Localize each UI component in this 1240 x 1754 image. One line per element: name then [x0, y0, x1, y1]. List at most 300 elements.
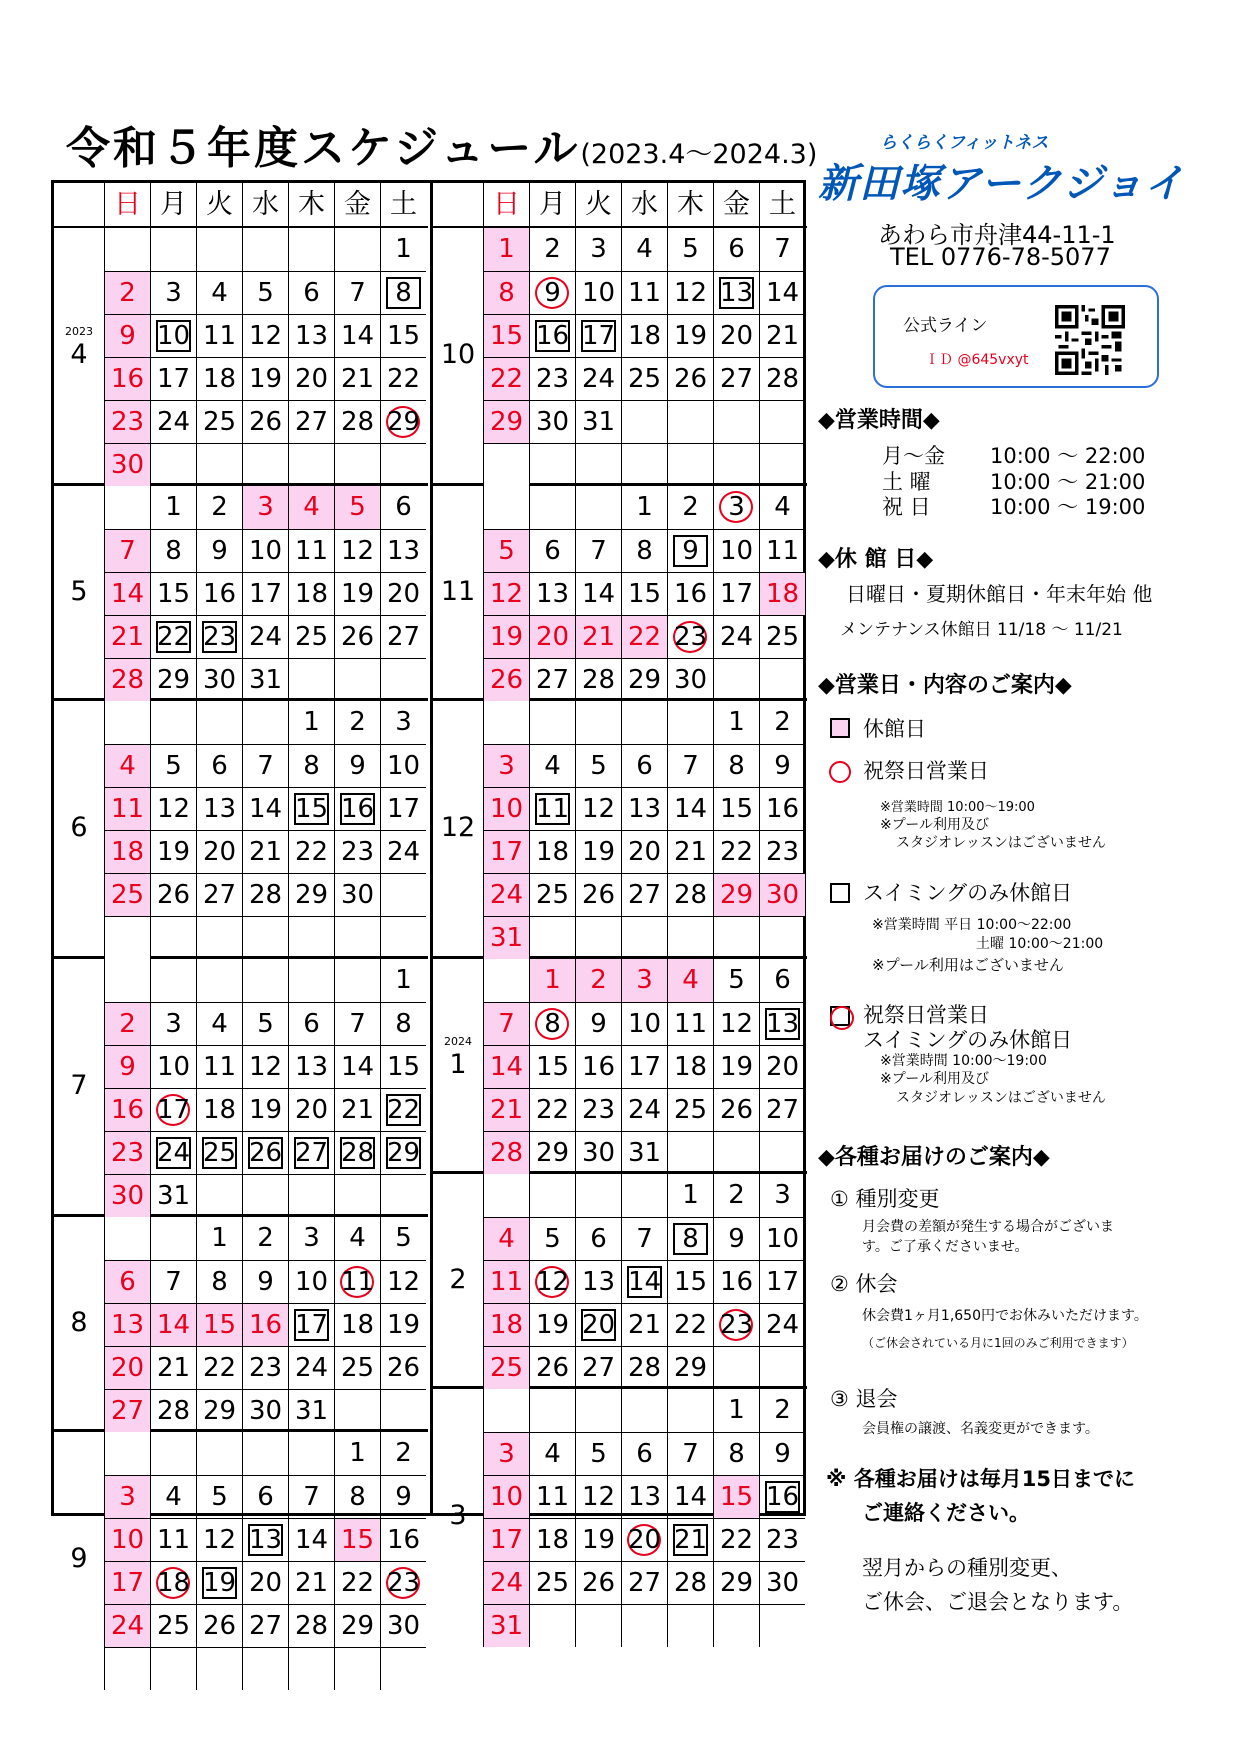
- day-number: 17: [719, 579, 754, 609]
- day-cell: [529, 228, 575, 271]
- weekday-label: 金: [334, 183, 380, 226]
- title-range: (2023.4～2024.3): [580, 139, 818, 170]
- empty-day-cell: [483, 1174, 529, 1217]
- day-cell: [380, 1260, 426, 1303]
- day-cell: [150, 529, 196, 572]
- day-cell: [196, 1561, 242, 1604]
- day-cell: [575, 271, 621, 314]
- day-number: 8: [636, 536, 653, 566]
- empty-day-cell: [288, 228, 334, 271]
- day-number: 5: [590, 1439, 607, 1469]
- day-cell: [288, 787, 334, 830]
- day-cell: [713, 1217, 759, 1260]
- day-number: 18: [535, 837, 570, 867]
- day-cell: [529, 400, 575, 443]
- day-cell: [104, 1260, 150, 1303]
- empty-day-cell: [759, 443, 805, 486]
- day-cell: [242, 400, 288, 443]
- empty-day-cell: [242, 959, 288, 1002]
- day-number: 12: [489, 579, 524, 609]
- day-number: 21: [489, 1095, 524, 1125]
- day-cell: [380, 529, 426, 572]
- day-number: 5: [590, 751, 607, 781]
- day-cell: [759, 1303, 805, 1346]
- day-cell: [575, 228, 621, 271]
- day-number: 23: [535, 364, 570, 394]
- day-number: 21: [673, 837, 708, 867]
- day-number: 25: [627, 364, 662, 394]
- day-cell: [196, 1303, 242, 1346]
- empty-day-cell: [713, 1131, 759, 1174]
- day-number: 11: [535, 794, 570, 824]
- day-number: 15: [673, 1267, 708, 1297]
- day-number: 21: [156, 1353, 191, 1383]
- day-number: 19: [248, 364, 283, 394]
- day-cell: [196, 572, 242, 615]
- day-number: 27: [248, 1611, 283, 1641]
- empty-day-cell: [621, 400, 667, 443]
- day-cell: [288, 1131, 334, 1174]
- empty-day-cell: [288, 959, 334, 1002]
- day-number: 18: [110, 837, 145, 867]
- day-number: 12: [386, 1267, 421, 1297]
- day-number: 19: [386, 1310, 421, 1340]
- day-number: 29: [294, 880, 329, 910]
- day-cell: [713, 1260, 759, 1303]
- qr-code-icon[interactable]: [1055, 305, 1125, 375]
- day-cell: [483, 228, 529, 271]
- day-number: 21: [294, 1568, 329, 1598]
- day-number: 16: [248, 1310, 283, 1340]
- day-number: 16: [110, 364, 145, 394]
- day-number: 21: [673, 1525, 708, 1555]
- day-cell: [288, 400, 334, 443]
- day-cell: [713, 615, 759, 658]
- day-cell: [242, 658, 288, 701]
- day-cell: [334, 1518, 380, 1561]
- day-number: 8: [395, 1009, 412, 1039]
- line-official-box[interactable]: [873, 285, 1159, 388]
- day-cell: [196, 1002, 242, 1045]
- day-number: 27: [110, 1396, 145, 1426]
- day-number: 12: [248, 321, 283, 351]
- day-cell: [575, 1518, 621, 1561]
- day-cell: [621, 658, 667, 701]
- day-cell: [667, 486, 713, 529]
- day-number: 11: [202, 1052, 237, 1082]
- day-number: 13: [202, 794, 237, 824]
- day-cell: [242, 1045, 288, 1088]
- day-number: 31: [627, 1138, 662, 1168]
- day-cell: [150, 1045, 196, 1088]
- day-number: 28: [581, 665, 616, 695]
- day-number: 15: [202, 1310, 237, 1340]
- calendar-right-half: [433, 183, 807, 1647]
- day-number: 14: [340, 321, 375, 351]
- day-number: 6: [774, 965, 791, 995]
- day-number: 16: [386, 1525, 421, 1555]
- day-number: 8: [303, 751, 320, 781]
- day-number: 16: [673, 579, 708, 609]
- hours-row: 月～金 10:00 ～ 22:00: [882, 444, 1146, 468]
- day-number: 18: [294, 579, 329, 609]
- day-number: 1: [303, 707, 320, 737]
- after-notice: ご休会、ご退会となります。: [862, 1590, 1134, 1614]
- month-label: 7: [70, 1070, 88, 1101]
- day-cell: [713, 744, 759, 787]
- day-number: 9: [544, 278, 561, 308]
- day-cell: [196, 1346, 242, 1389]
- month-label: 3: [449, 1500, 467, 1531]
- empty-day-cell: [621, 701, 667, 744]
- box-marker-icon: [830, 883, 850, 903]
- hours-heading: ◆営業時間◆: [818, 408, 940, 433]
- day-cell: [380, 1088, 426, 1131]
- day-number: 17: [248, 579, 283, 609]
- day-cell: [483, 1131, 529, 1174]
- legend-both: スイミングのみ休館日: [863, 1028, 1073, 1052]
- day-cell: [104, 1518, 150, 1561]
- day-cell: [104, 572, 150, 615]
- day-cell: [242, 744, 288, 787]
- day-cell: [483, 1346, 529, 1389]
- day-number: 7: [498, 1009, 515, 1039]
- day-number: 4: [119, 751, 136, 781]
- day-number: 5: [395, 1223, 412, 1253]
- month-label: 6: [70, 812, 88, 843]
- closed-days: 日曜日・夏期休館日・年末年始 他: [846, 582, 1153, 606]
- day-cell: [104, 357, 150, 400]
- legend-box: スイミングのみ休館日: [863, 881, 1073, 905]
- day-number: 20: [627, 1525, 662, 1555]
- day-number: 31: [489, 1611, 524, 1641]
- day-cell: [380, 701, 426, 744]
- day-number: 26: [535, 1353, 570, 1383]
- day-number: 7: [119, 536, 136, 566]
- day-cell: [483, 615, 529, 658]
- month-block: [54, 959, 428, 1217]
- day-number: 24: [156, 407, 191, 437]
- day-number: 12: [581, 1482, 616, 1512]
- day-cell: [196, 1604, 242, 1647]
- empty-day-cell: [150, 1217, 196, 1260]
- day-cell: [242, 1604, 288, 1647]
- day-number: 19: [719, 1052, 754, 1082]
- day-cell: [759, 357, 805, 400]
- day-number: 23: [110, 407, 145, 437]
- day-cell: [196, 529, 242, 572]
- weekday-label: 月: [529, 183, 575, 226]
- empty-day-cell: [196, 701, 242, 744]
- empty-day-cell: [104, 1217, 150, 1260]
- day-number: 29: [386, 407, 421, 437]
- day-number: 30: [248, 1396, 283, 1426]
- empty-day-cell: [104, 228, 150, 271]
- day-cell: [667, 314, 713, 357]
- day-number: 25: [202, 407, 237, 437]
- day-cell: [104, 1131, 150, 1174]
- day-cell: [104, 271, 150, 314]
- empty-day-cell: [334, 959, 380, 1002]
- day-cell: [667, 529, 713, 572]
- day-number: 31: [489, 923, 524, 953]
- month-label: 9: [70, 1543, 88, 1574]
- day-cell: [667, 658, 713, 701]
- day-number: 3: [165, 1009, 182, 1039]
- day-cell: [334, 744, 380, 787]
- day-number: 23: [340, 837, 375, 867]
- day-cell: [104, 1045, 150, 1088]
- empty-day-cell: [242, 1174, 288, 1217]
- day-cell: [483, 1475, 529, 1518]
- weekday-label: 土: [380, 183, 426, 226]
- month-block: [54, 701, 428, 959]
- day-number: 25: [673, 1095, 708, 1125]
- day-number: 31: [248, 665, 283, 695]
- day-number: 25: [489, 1353, 524, 1383]
- day-cell: [288, 572, 334, 615]
- empty-day-cell: [242, 1432, 288, 1475]
- legend-both-note: スタジオレッスンはございません: [896, 1090, 1106, 1106]
- day-number: 7: [590, 536, 607, 566]
- day-cell: [196, 787, 242, 830]
- day-cell: [334, 314, 380, 357]
- day-number: 19: [673, 321, 708, 351]
- day-cell: [667, 830, 713, 873]
- day-cell: [380, 1561, 426, 1604]
- day-number: 30: [110, 450, 145, 480]
- day-number: 28: [156, 1396, 191, 1426]
- day-number: 10: [489, 1482, 524, 1512]
- line-label: 公式ライン: [903, 316, 988, 336]
- day-cell: [621, 1088, 667, 1131]
- day-cell: [242, 1303, 288, 1346]
- day-number: 14: [110, 579, 145, 609]
- day-cell: [196, 1131, 242, 1174]
- day-cell: [104, 1303, 150, 1346]
- day-cell: [621, 830, 667, 873]
- day-cell: [575, 1561, 621, 1604]
- day-cell: [196, 1475, 242, 1518]
- day-number: 19: [581, 837, 616, 867]
- day-cell: [529, 1561, 575, 1604]
- day-cell: [150, 615, 196, 658]
- day-cell: [759, 529, 805, 572]
- day-number: 2: [682, 492, 699, 522]
- day-cell: [104, 1561, 150, 1604]
- day-cell: [713, 357, 759, 400]
- day-number: 24: [489, 880, 524, 910]
- day-number: 23: [673, 622, 708, 652]
- day-number: 20: [535, 622, 570, 652]
- empty-day-cell: [529, 701, 575, 744]
- day-cell: [334, 529, 380, 572]
- day-cell: [380, 357, 426, 400]
- day-cell: [483, 744, 529, 787]
- day-cell: [288, 615, 334, 658]
- day-cell: [334, 1561, 380, 1604]
- day-cell: [759, 959, 805, 1002]
- day-cell: [713, 1088, 759, 1131]
- day-number: 16: [765, 794, 800, 824]
- month-block: [433, 486, 807, 701]
- day-number: 13: [248, 1525, 283, 1555]
- day-cell: [713, 314, 759, 357]
- day-number: 22: [535, 1095, 570, 1125]
- empty-day-cell: [104, 701, 150, 744]
- day-number: 3: [119, 1482, 136, 1512]
- day-number: 18: [202, 364, 237, 394]
- day-cell: [380, 830, 426, 873]
- day-cell: [713, 1045, 759, 1088]
- day-cell: [150, 1389, 196, 1432]
- day-number: 20: [294, 364, 329, 394]
- day-cell: [713, 1518, 759, 1561]
- day-number: 15: [719, 1482, 754, 1512]
- day-cell: [759, 572, 805, 615]
- empty-day-cell: [713, 916, 759, 959]
- empty-day-cell: [713, 1346, 759, 1389]
- day-cell: [242, 1389, 288, 1432]
- day-cell: [575, 1432, 621, 1475]
- day-number: 30: [386, 1611, 421, 1641]
- empty-day-cell: [334, 658, 380, 701]
- empty-day-cell: [242, 443, 288, 486]
- day-number: 7: [349, 1009, 366, 1039]
- day-cell: [334, 357, 380, 400]
- empty-day-cell: [334, 443, 380, 486]
- empty-day-cell: [150, 228, 196, 271]
- day-cell: [104, 1174, 150, 1217]
- day-number: 2: [349, 707, 366, 737]
- day-number: 23: [719, 1310, 754, 1340]
- day-cell: [575, 744, 621, 787]
- day-cell: [621, 1518, 667, 1561]
- day-cell: [529, 572, 575, 615]
- day-cell: [242, 1131, 288, 1174]
- day-cell: [667, 357, 713, 400]
- day-number: 16: [719, 1267, 754, 1297]
- day-cell: [713, 1002, 759, 1045]
- day-number: 24: [156, 1138, 191, 1168]
- empty-day-cell: [667, 701, 713, 744]
- day-number: 6: [303, 1009, 320, 1039]
- day-number: 29: [489, 407, 524, 437]
- month-label: 11: [440, 575, 476, 607]
- legend-both-note: ※プール利用及び: [880, 1071, 990, 1087]
- empty-day-cell: [529, 1389, 575, 1432]
- day-number: 12: [156, 794, 191, 824]
- empty-day-cell: [667, 1131, 713, 1174]
- day-cell: [104, 873, 150, 916]
- legend-both-note: ※営業時間 10:00～19:00: [880, 1053, 1047, 1069]
- day-cell: [667, 1002, 713, 1045]
- legend-circle-note: ※プール利用及び: [880, 817, 990, 833]
- empty-day-cell: [288, 1647, 334, 1690]
- legend-both: 祝祭日営業日: [863, 1003, 989, 1027]
- day-number: 27: [294, 407, 329, 437]
- empty-day-cell: [104, 1647, 150, 1690]
- day-cell: [150, 1131, 196, 1174]
- day-cell: [150, 314, 196, 357]
- day-cell: [104, 443, 150, 486]
- day-cell: [667, 1518, 713, 1561]
- day-number: 24: [581, 364, 616, 394]
- day-number: 19: [156, 837, 191, 867]
- day-number: 11: [340, 1267, 375, 1297]
- day-cell: [104, 1604, 150, 1647]
- day-number: 28: [248, 880, 283, 910]
- day-cell: [380, 787, 426, 830]
- empty-day-cell: [575, 1389, 621, 1432]
- day-cell: [621, 357, 667, 400]
- day-number: 24: [627, 1095, 662, 1125]
- day-number: 17: [489, 1525, 524, 1555]
- day-number: 10: [110, 1525, 145, 1555]
- day-cell: [104, 400, 150, 443]
- day-number: 13: [535, 579, 570, 609]
- day-number: 2: [119, 278, 136, 308]
- day-number: 26: [202, 1611, 237, 1641]
- day-number: 7: [682, 1439, 699, 1469]
- day-cell: [529, 529, 575, 572]
- day-cell: [380, 486, 426, 529]
- empty-day-cell: [334, 228, 380, 271]
- day-cell: [529, 959, 575, 1002]
- day-number: 24: [294, 1353, 329, 1383]
- empty-day-cell: [380, 1647, 426, 1690]
- day-number: 18: [673, 1052, 708, 1082]
- day-cell: [334, 1131, 380, 1174]
- day-cell: [242, 1217, 288, 1260]
- day-number: 23: [765, 837, 800, 867]
- day-number: 20: [248, 1568, 283, 1598]
- day-cell: [288, 830, 334, 873]
- day-cell: [529, 830, 575, 873]
- day-cell: [667, 873, 713, 916]
- year-label: 2024: [444, 1034, 472, 1048]
- day-cell: [288, 744, 334, 787]
- day-cell: [334, 1088, 380, 1131]
- month-block: [433, 959, 807, 1174]
- day-number: 22: [294, 837, 329, 867]
- day-cell: [483, 400, 529, 443]
- day-cell: [759, 228, 805, 271]
- day-cell: [621, 228, 667, 271]
- day-number: 15: [535, 1052, 570, 1082]
- day-number: 3: [395, 707, 412, 737]
- day-cell: [529, 1088, 575, 1131]
- day-number: 1: [728, 707, 745, 737]
- day-number: 29: [386, 1138, 421, 1168]
- empty-day-cell: [150, 701, 196, 744]
- legend-circle-note: スタジオレッスンはございません: [896, 835, 1106, 851]
- day-cell: [288, 271, 334, 314]
- legend-box-note: 土曜 10:00～21:00: [976, 936, 1104, 952]
- day-cell: [529, 1475, 575, 1518]
- day-number: 26: [673, 364, 708, 394]
- day-number: 9: [349, 751, 366, 781]
- day-number: 26: [386, 1353, 421, 1383]
- legend-heading: ◆営業日・内容のご案内◆: [818, 673, 1072, 698]
- day-cell: [667, 1561, 713, 1604]
- day-cell: [529, 1303, 575, 1346]
- weekday-label: 火: [196, 183, 242, 226]
- day-number: 26: [248, 1138, 283, 1168]
- day-cell: [483, 1045, 529, 1088]
- day-number: 16: [202, 579, 237, 609]
- day-number: 25: [202, 1138, 237, 1168]
